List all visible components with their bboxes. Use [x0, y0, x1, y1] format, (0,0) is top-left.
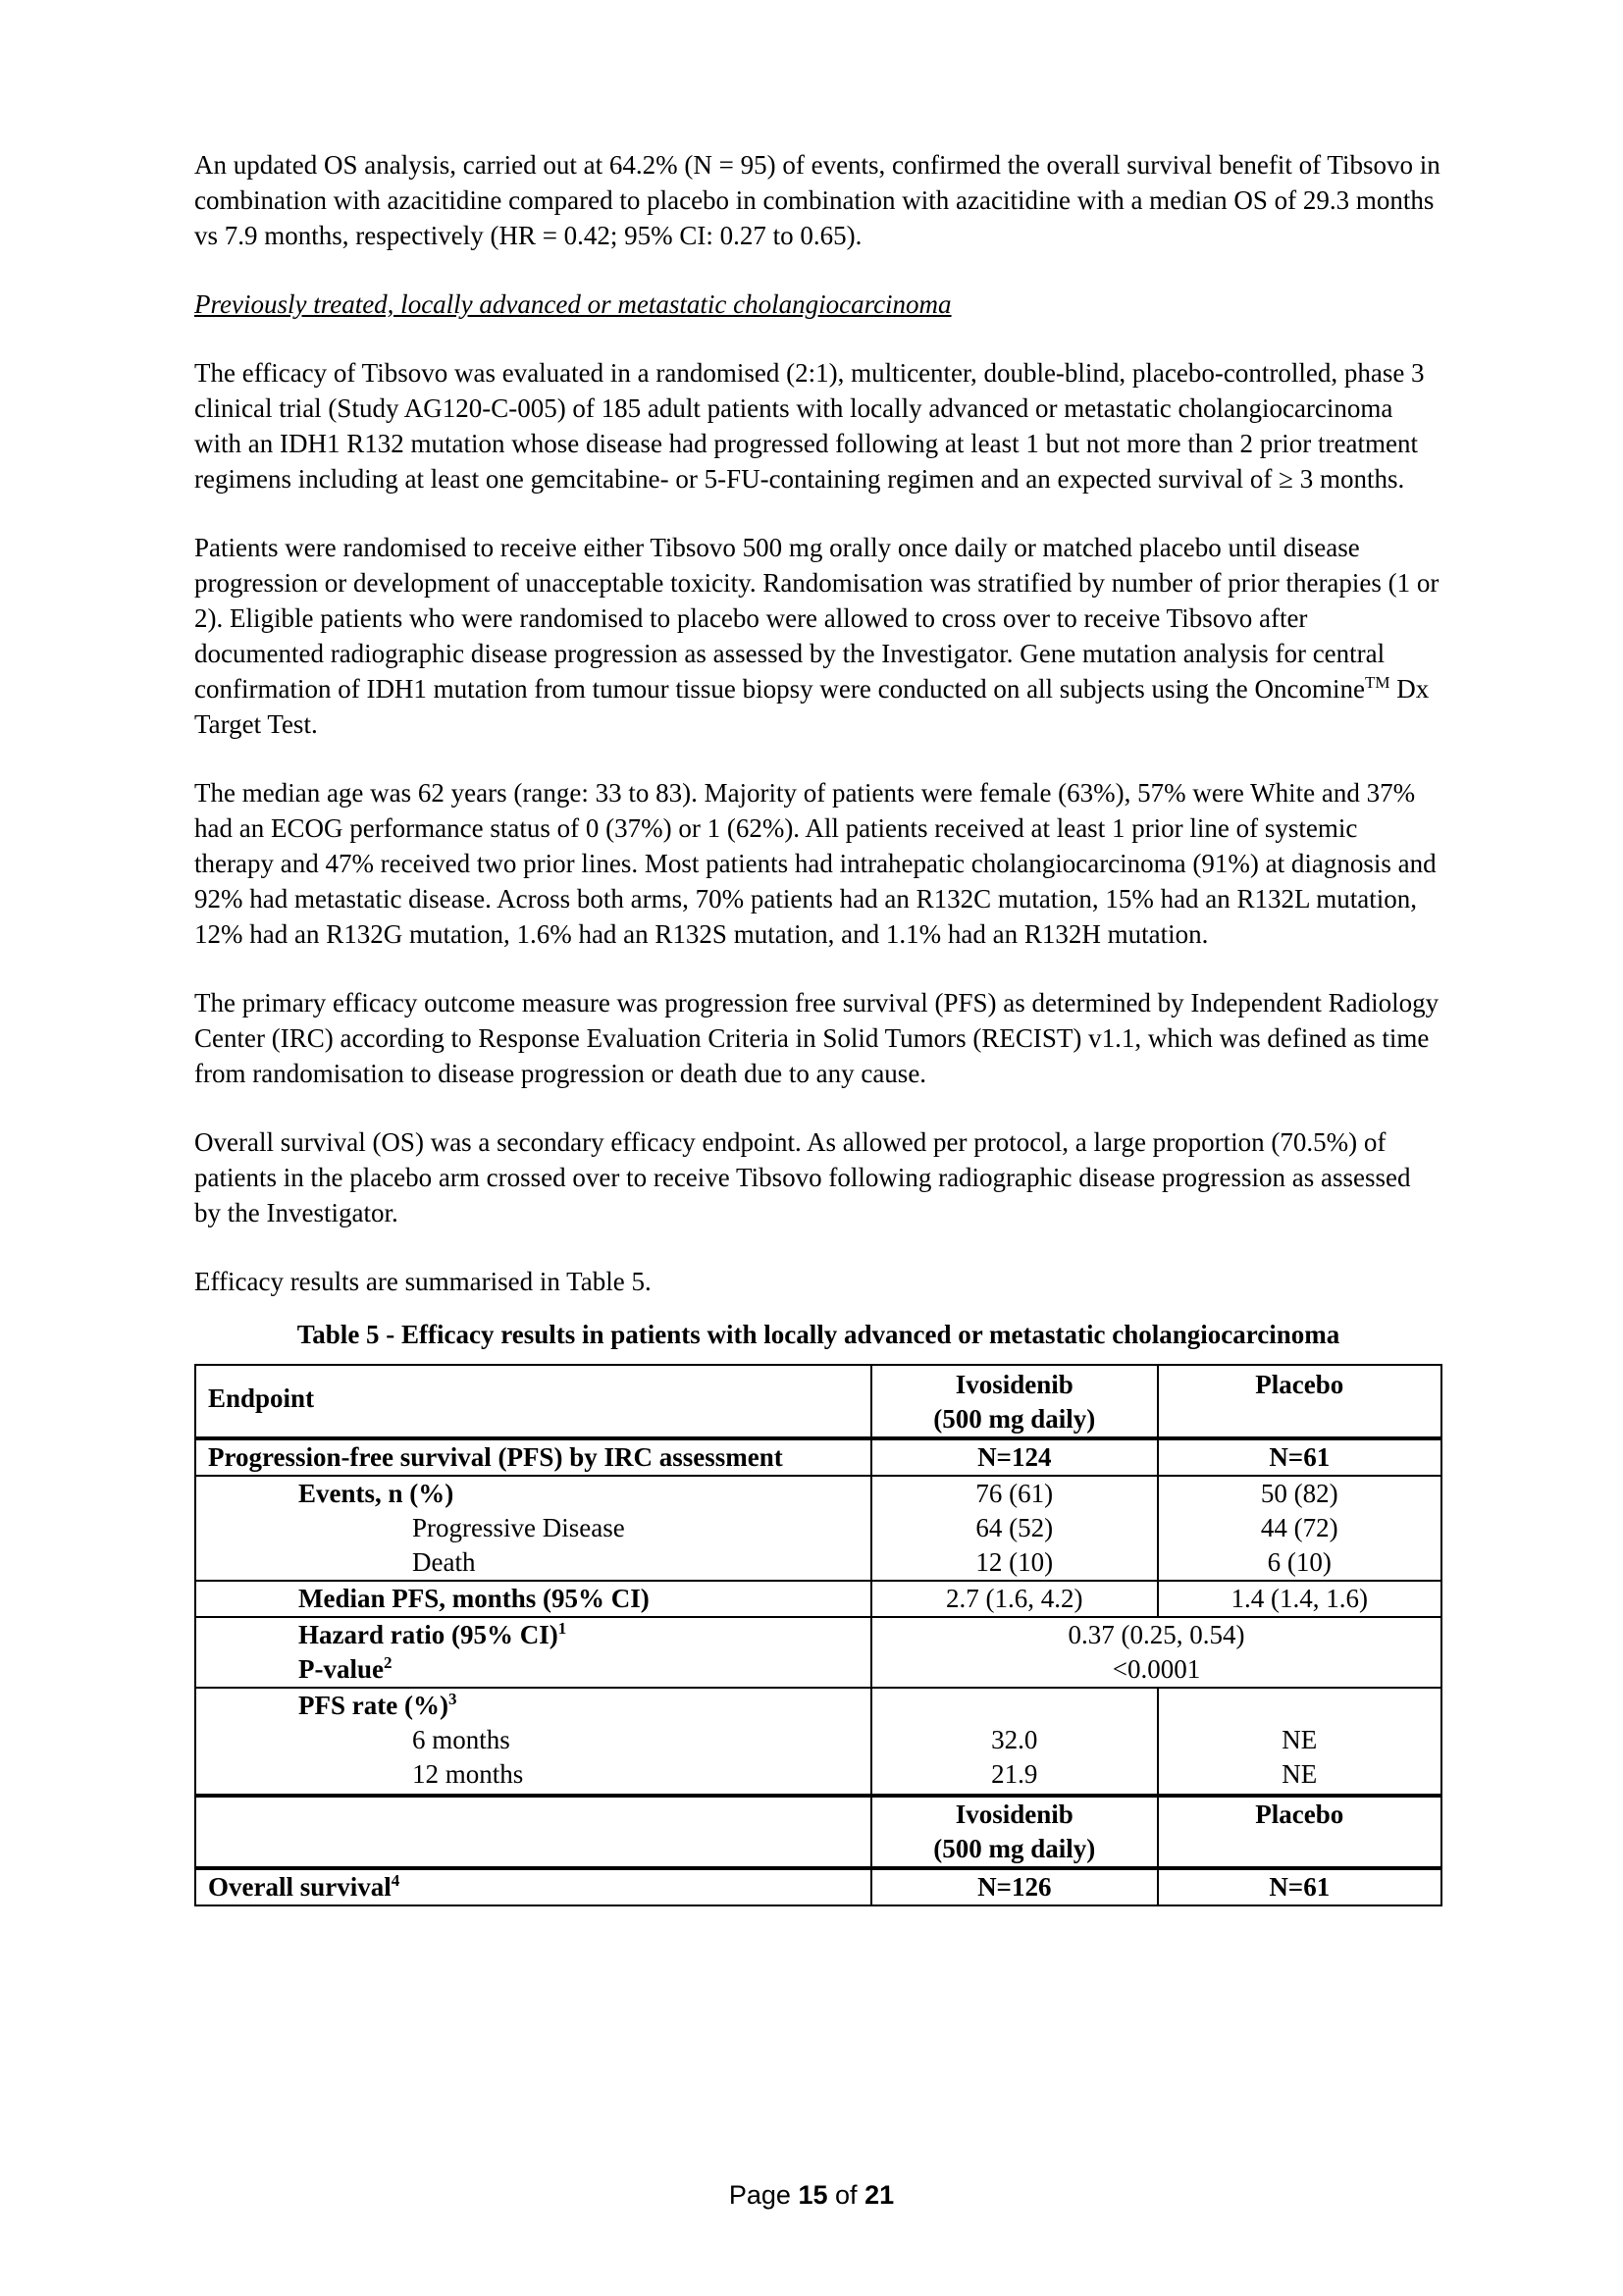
page-word: Page: [728, 2180, 791, 2210]
progressive-disease-label: Progressive Disease: [195, 1511, 871, 1545]
pfs-rate-label-text: PFS rate (%): [298, 1691, 448, 1720]
p-value-value: <0.0001: [1112, 1654, 1201, 1684]
os-label: [195, 1868, 871, 1905]
table-row: [195, 1438, 1441, 1476]
table-row: [195, 1617, 1441, 1688]
twelve-months-placebo: NE: [1158, 1757, 1441, 1796]
page-total: 21: [864, 2180, 895, 2210]
events-label: Events, n (%): [195, 1476, 871, 1511]
table-row: [195, 1757, 1441, 1796]
os-n-ivosidenib: N=126: [871, 1868, 1158, 1905]
paragraph-study-design: The efficacy of Tibsovo was evaluated in a randomised (2:1), multicenter, double-blind, placebo-controlled, phase 3 clinical trial (Study AG120-C-005) of 185 adult patients with locally advanced or metastatic cholangiocarcinoma with an IDH1 R132 mutation whose disease had progressed following at least 1 but not more than 2 prior treatment regimens including at least one gemcitabine- or 5-FU-containing regimen and an expected survival of ≥ 3 months.: [194, 358, 1425, 494]
paragraph-os-update: An updated OS analysis, carried out at 64.2% (N = 95) of events, confirmed the overall survival benefit of Tibsovo in combination with azacitidine compared to placebo in combination with azacitidine with a median OS of 29.3 months vs 7.9 months, respectively (HR = 0.42; 95% CI: 0.27 to 0.65).: [194, 150, 1440, 250]
os-header-empty: [195, 1796, 871, 1868]
trademark-sup: TM: [1365, 673, 1390, 692]
pfs-n-ivosidenib: N=124: [871, 1438, 1158, 1476]
hazard-pvalue-labels: [195, 1617, 871, 1688]
document-body: [194, 147, 1442, 1906]
progressive-disease-placebo: 44 (72): [1158, 1511, 1441, 1545]
paragraph-table-ref: Efficacy results are summarised in Table 5.: [194, 1267, 652, 1296]
six-months-ivosidenib: 32.0: [871, 1723, 1158, 1757]
hazard-pvalue-values: [871, 1617, 1441, 1688]
table-row: [195, 1723, 1441, 1757]
paragraph-randomisation: [194, 530, 1442, 742]
section-heading: Previously treated, locally advanced or metastatic cholangiocarcinoma: [194, 289, 952, 319]
paragraph-demographics: The median age was 62 years (range: 33 to 83). Majority of patients were female (63%), 57% were White and 37% had an ECOG performance status of 0 (37%) or 1 (62%). All patients received at least 1 prior line of systemic therapy and 47% received two prior lines. Most patients had intrahepatic cholangiocarcinoma (91%) at diagnosis and 92% had metastatic disease. Across both arms, 70% patients had an R132C mutation, 15% had an R132L mutation, 12% had an R132G mutation, 1.6% had an R132S mutation, and 1.1% had an R132H mutation.: [194, 778, 1437, 949]
footnote-2-sup: 2: [384, 1653, 393, 1672]
table-row: [195, 1545, 1441, 1581]
os-n-placebo: N=61: [1158, 1868, 1441, 1905]
os-header-ivosidenib-name: Ivosidenib: [955, 1800, 1073, 1829]
page-footer: [0, 2180, 1623, 2211]
death-label: Death: [195, 1545, 871, 1581]
footnote-3-sup: 3: [447, 1690, 457, 1708]
twelve-months-label: 12 months: [195, 1757, 871, 1796]
p-value-label: [298, 1652, 859, 1687]
pfs-rate-ivosidenib-empty: [871, 1688, 1158, 1723]
randomisation-text: Patients were randomised to receive either Tibsovo 500 mg orally once daily or matched placebo until disease progression or development of unacceptable toxicity. Randomisation was stratified by number of prior therapies (1 or 2). Eligible patients who were randomised to placebo were allowed to cross over to receive Tibsovo after documented radiographic disease progression as assessed by the Investigator. Gene mutation analysis for central confirmation of IDH1 mutation from tumour tissue biopsy were conducted on all subjects using the Oncomine: [194, 533, 1440, 704]
footnote-4-sup: 4: [391, 1871, 400, 1890]
death-placebo: 6 (10): [1158, 1545, 1441, 1581]
p-value-label-text: P-value: [298, 1654, 384, 1684]
hazard-ratio-label: [298, 1618, 859, 1652]
of-word: of: [835, 2180, 858, 2210]
table-row: [195, 1511, 1441, 1545]
pfs-rate-placebo-empty: [1158, 1688, 1441, 1723]
events-placebo: 50 (82): [1158, 1476, 1441, 1511]
table-row: [195, 1476, 1441, 1511]
table-row: [195, 1868, 1441, 1905]
os-label-text: Overall survival: [208, 1872, 392, 1902]
progressive-disease-ivosidenib: 64 (52): [871, 1511, 1158, 1545]
paragraph-secondary-outcome: Overall survival (OS) was a secondary efficacy endpoint. As allowed per protocol, a large proportion (70.5%) of patients in the placebo arm crossed over to receive Tibsovo following radiographic disease progression as assessed by the Investigator.: [194, 1127, 1411, 1227]
os-header-ivosidenib: [871, 1796, 1158, 1868]
pfs-rate-label: [195, 1688, 871, 1723]
efficacy-table: [194, 1364, 1442, 1906]
median-pfs-placebo: 1.4 (1.4, 1.6): [1158, 1581, 1441, 1617]
page-number: 15: [798, 2180, 828, 2210]
six-months-placebo: NE: [1158, 1723, 1441, 1757]
death-ivosidenib: 12 (10): [871, 1545, 1158, 1581]
randomisation-text-end: Dx Target Test.: [194, 674, 1430, 739]
os-header-ivosidenib-dose: (500 mg daily): [933, 1834, 1096, 1863]
twelve-months-ivosidenib: 21.9: [871, 1757, 1158, 1796]
median-pfs-label: Median PFS, months (95% CI): [195, 1581, 871, 1617]
table-header-row: [195, 1365, 1441, 1438]
pfs-n-placebo: N=61: [1158, 1438, 1441, 1476]
six-months-label: 6 months: [195, 1723, 871, 1757]
table-row: [195, 1581, 1441, 1617]
header-ivosidenib-dose: (500 mg daily): [933, 1404, 1096, 1434]
os-header-placebo: Placebo: [1158, 1796, 1441, 1868]
footnote-1-sup: 1: [557, 1619, 567, 1638]
events-ivosidenib: 76 (61): [871, 1476, 1158, 1511]
table-caption: Table 5 - Efficacy results in patients with locally advanced or metastatic cholangiocarcinoma: [296, 1320, 1340, 1349]
os-header-row: [195, 1796, 1441, 1868]
hazard-ratio-value: 0.37 (0.25, 0.54): [1068, 1620, 1245, 1649]
table-row: [195, 1688, 1441, 1723]
median-pfs-ivosidenib: 2.7 (1.6, 4.2): [871, 1581, 1158, 1617]
header-placebo: Placebo: [1158, 1365, 1441, 1438]
header-ivosidenib-name: Ivosidenib: [955, 1370, 1073, 1399]
header-endpoint: Endpoint: [195, 1365, 871, 1438]
pfs-label: Progression-free survival (PFS) by IRC assessment: [195, 1438, 871, 1476]
header-ivosidenib: [871, 1365, 1158, 1438]
hazard-ratio-label-text: Hazard ratio (95% CI): [298, 1620, 558, 1649]
paragraph-primary-outcome: The primary efficacy outcome measure was progression free survival (PFS) as determined by Independent Radiology Center (IRC) according to Response Evaluation Criteria in Solid Tumors (RECIST) v1.1, which was defined as time from randomisation to disease progression or death due to any cause.: [194, 988, 1440, 1088]
